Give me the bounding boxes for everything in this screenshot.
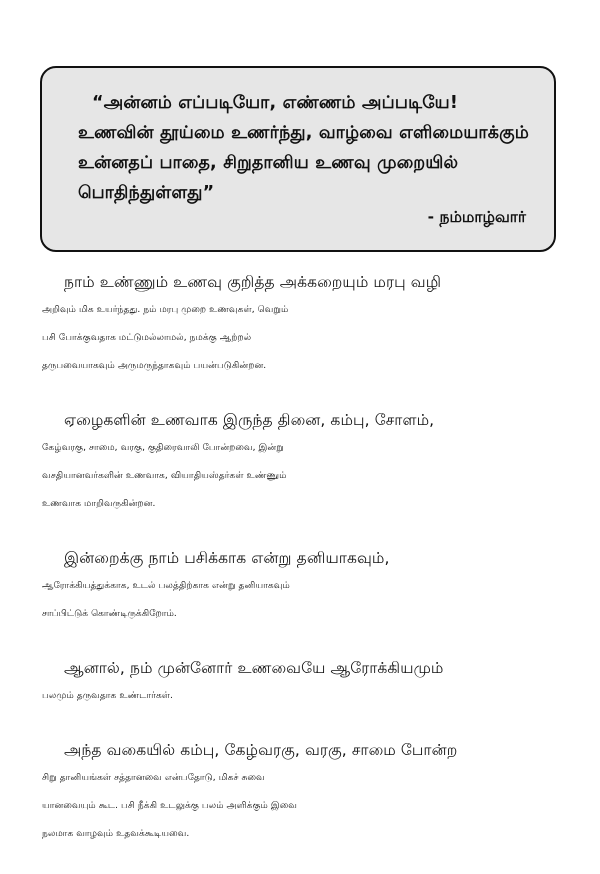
paragraph-3	[42, 544, 564, 628]
paragraph-line: வசதியானவர்களின் உணவாக, வியாதியஸ்தர்கள் உண்ணும்	[42, 471, 287, 481]
quote-attribution: - நம்மாழ்வார்	[427, 208, 526, 226]
paragraph-5	[42, 736, 564, 848]
paragraph-line: உணவாக மாறிவருகின்றன.	[42, 499, 156, 509]
paragraph-line: சிறு தானியங்கள் சத்தானவை என்பதோடு, மிகச் சுவை	[42, 773, 265, 783]
paragraph-1	[42, 268, 564, 380]
paragraph-line: யானவையும் கூட. பசி நீக்கி உடலுக்கு பலம் அளிக்கும் இவை	[42, 801, 297, 811]
paragraph-line: ஆரோக்கியத்துக்காக, உடல் பலத்திற்காக என்று தனியாகவும்	[42, 581, 290, 591]
paragraph-2	[42, 406, 564, 518]
paragraph-line: பலமும் தருவதாக உண்டார்கள்.	[42, 691, 173, 701]
paragraph-line: அறிவும் மிக உயர்ந்தது. நம் மரபு முறை உணவுகள், வெறும்	[42, 305, 289, 315]
paragraph-line: இன்றைக்கு நாம் பசிக்காக என்று தனியாகவும்,	[64, 549, 390, 567]
quote-box	[40, 66, 556, 252]
quote-line: “அன்னம் எப்படியோ, எண்ணம் அப்படியே!	[92, 93, 459, 113]
quote-line: பொதிந்துள்ளது”	[78, 183, 215, 203]
paragraph-line: பசி போக்குவதாக மட்டுமல்லாமல், நமக்கு ஆற்றல்	[42, 333, 252, 343]
paragraph-line: ஆனால், நம் முன்னோர் உணவையே ஆரோக்கியமும்	[64, 659, 444, 677]
paragraph-line: ஏழைகளின் உணவாக இருந்த தினை, கம்பு, சோளம்,	[64, 411, 435, 429]
quote-line: உன்னதப் பாதை, சிறுதானிய உணவு முறையில்	[78, 153, 459, 173]
paragraph-line: சாப்பிட்டுக் கொண்டிருக்கிறோம்.	[42, 609, 177, 619]
quote-line: உணவின் தூய்மை உணர்ந்து, வாழ்வை எளிமையாக்கும்	[78, 123, 530, 143]
paragraph-line: தருபவையாகவும் அருமருந்தாகவும் பயன்படுகின்றன.	[42, 361, 267, 371]
paragraph-line: அந்த வகையில் கம்பு, கேழ்வரகு, வரகு, சாமை போன்ற	[64, 741, 458, 759]
paragraph-line: நலமாக வாழவும் உதவக்கூடியவை.	[42, 829, 190, 839]
paragraph-line: கேழ்வரகு, சாமை, வரகு, குதிரைவாலி போன்றவை, இன்று	[42, 443, 284, 453]
paragraph-line: நாம் உண்ணும் உணவு குறித்த அக்கறையும் மரபு வழி	[64, 273, 442, 291]
body-text	[42, 268, 564, 874]
paragraph-4	[42, 654, 564, 710]
